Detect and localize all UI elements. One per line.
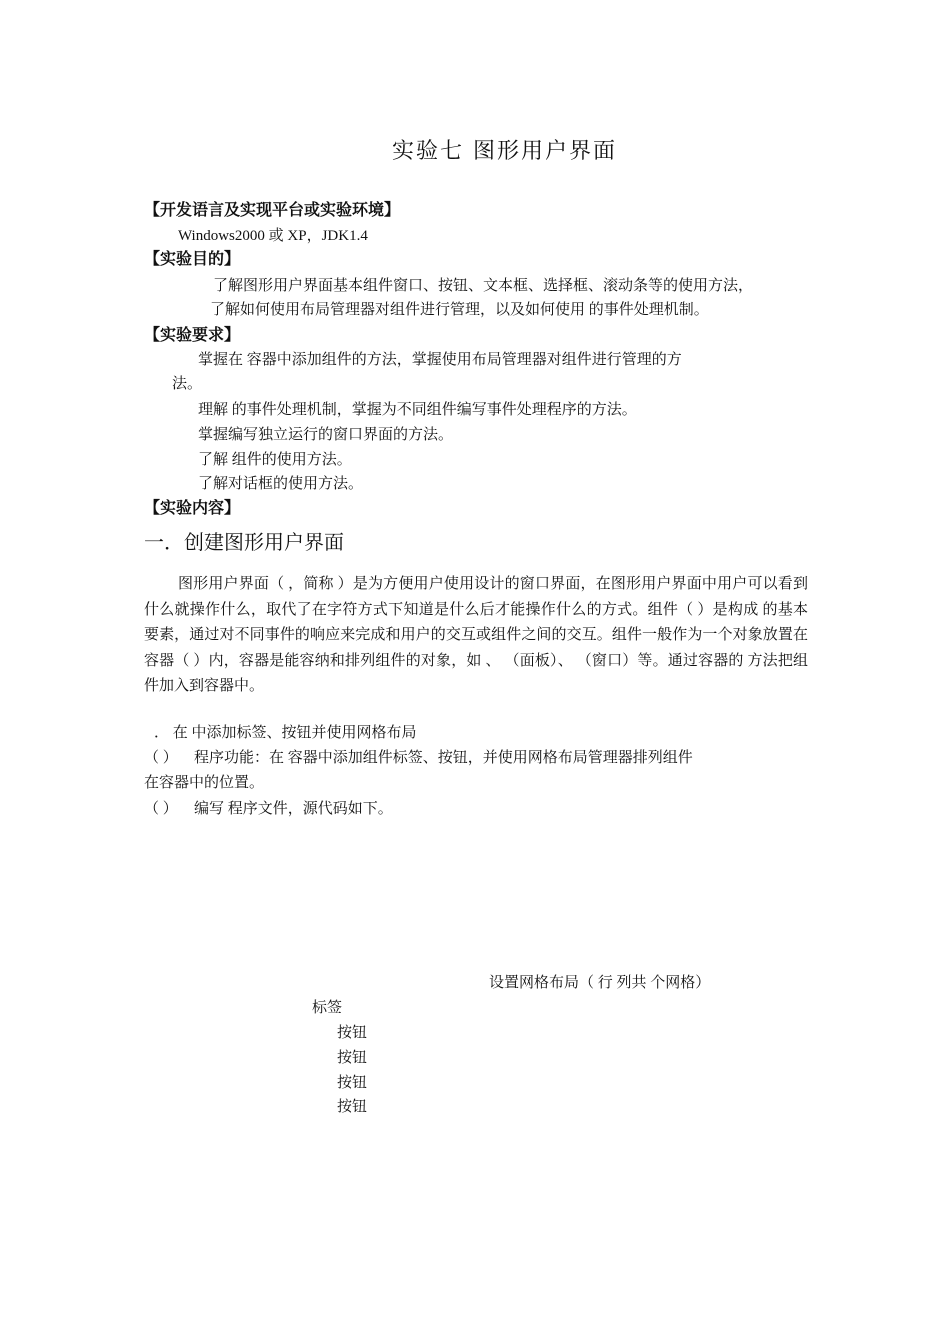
- requirement-line-1: 掌握在 容器中添加组件的方法，掌握使用布局管理器对组件进行管理的方: [198, 352, 682, 368]
- requirement-line-4: 了解 组件的使用方法。: [198, 452, 352, 468]
- environment-text: Windows2000 或 XP，JDK1.4: [178, 228, 368, 244]
- purpose-line-2: 了解如何使用布局管理器对组件进行管理，以及如何使用 的事件处理机制。: [210, 302, 709, 318]
- section-header-content: 【实验内容】: [144, 498, 241, 517]
- item-1-continued: 在容器中的位置。: [144, 775, 265, 791]
- chapter-heading: 一．创建图形用户界面: [144, 530, 344, 554]
- section-header-environment: 【开发语言及实现平台或实验环境】: [144, 200, 401, 219]
- item-1-label: （ ）: [144, 750, 178, 766]
- requirement-line-1-continued: 法。: [172, 376, 203, 392]
- code-comment-label: 标签: [312, 1000, 343, 1016]
- document-title: 实验七 图形用户界面: [392, 139, 617, 164]
- section-header-purpose: 【实验目的】: [144, 249, 241, 268]
- requirement-line-3: 掌握编写独立运行的窗口界面的方法。: [198, 427, 454, 443]
- intro-paragraph: 图形用户界面（ ，简称 ）是为方便用户使用设计的窗口界面，在图形用户界面中用户可以看到什么就操作什么，取代了在字符方式下知道是什么后才能操作什么的方式。组件（ ）是构成 的基本要素，通过对不同事件的响应来完成和用户的交互或组件之间的交互。组件一般作为一个对象放置在容器（ ）内，容器是能容纳和排列组件的对象，如 、 （面板）、 （窗口）等。通过容器的 方法把组件加入到容器中。: [144, 576, 808, 694]
- requirement-line-2: 理解 的事件处理机制，掌握为不同组件编写事件处理程序的方法。: [198, 402, 637, 418]
- section-header-requirements: 【实验要求】: [144, 325, 241, 344]
- code-comment-grid-layout: 设置网格布局（ 行 列共 个网格）: [489, 975, 711, 991]
- purpose-line-1: 了解图形用户界面基本组件窗口、按钮、文本框、选择框、滚动条等的使用方法，: [213, 278, 754, 294]
- code-comment-button: 按钮: [337, 1025, 368, 1041]
- code-comment-button: 按钮: [337, 1075, 368, 1091]
- code-comment-button: 按钮: [337, 1099, 368, 1115]
- subsection-heading: ． 在 中添加标签、按钮并使用网格布局: [154, 725, 417, 741]
- item-1-text: 程序功能：在 容器中添加组件标签、按钮，并使用网格布局管理器排列组件: [194, 750, 693, 766]
- requirement-line-5: 了解对话框的使用方法。: [198, 476, 364, 492]
- item-2-text: 编写 程序文件，源代码如下。: [194, 801, 393, 817]
- item-2-label: （ ）: [144, 801, 178, 817]
- code-comment-button: 按钮: [337, 1050, 368, 1066]
